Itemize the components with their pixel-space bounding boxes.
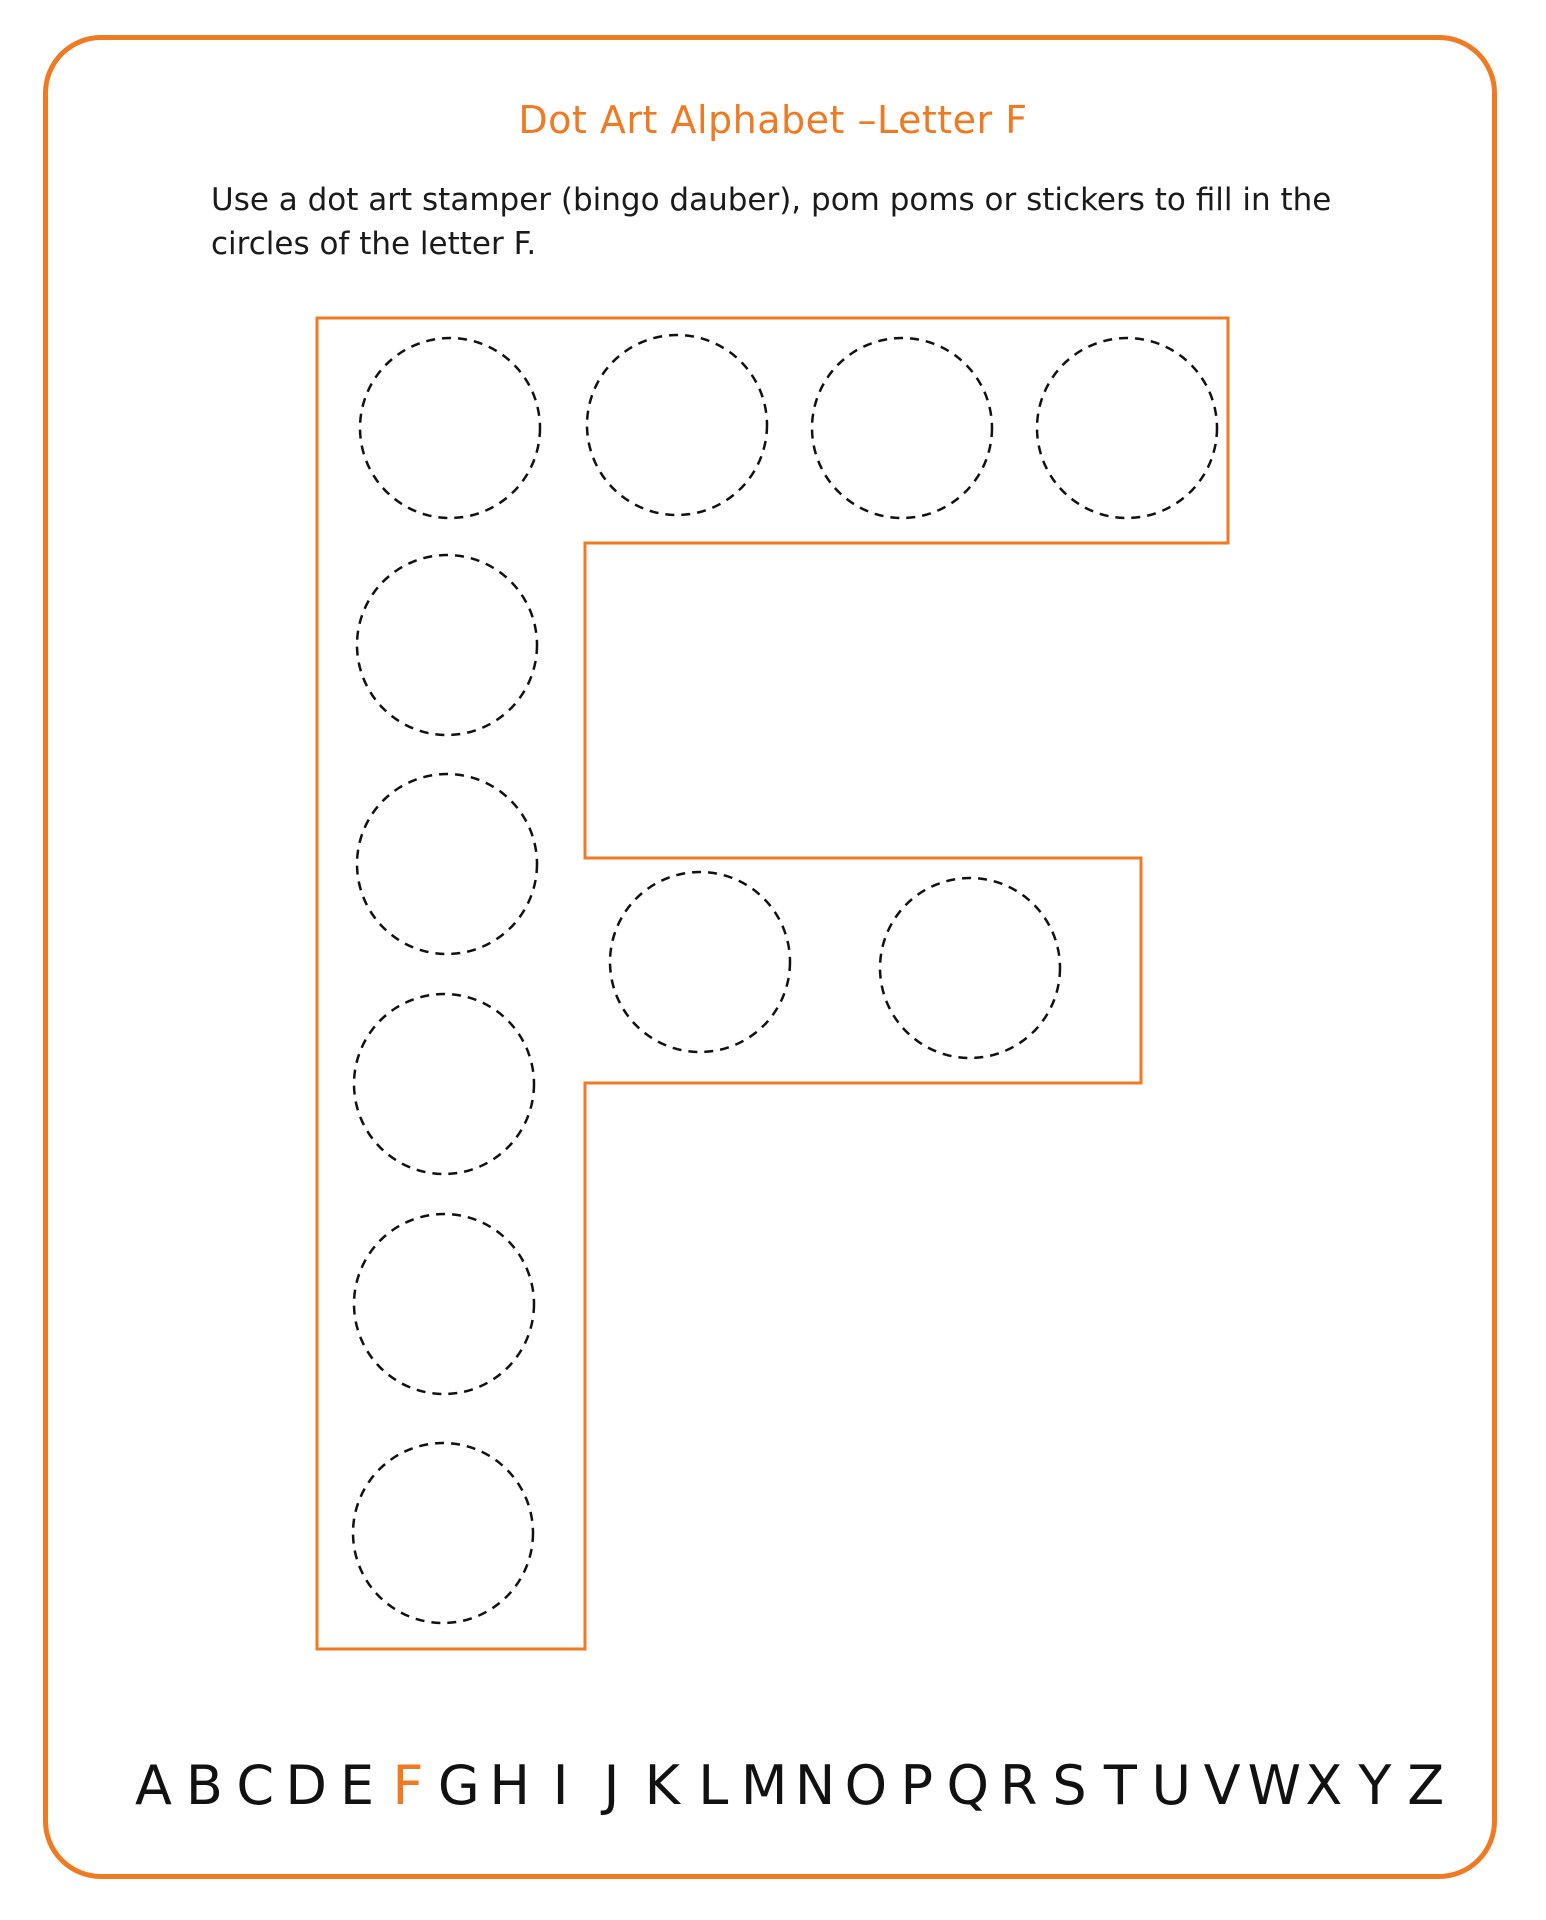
alphabet-letter-b: B (185, 1753, 223, 1817)
dot-circle-7 (610, 872, 790, 1052)
alphabet-letter-g: G (437, 1753, 480, 1817)
alphabet-letter-f: F (392, 1753, 424, 1817)
dot-circle-11 (353, 1443, 533, 1623)
alphabet-letter-o: O (844, 1753, 888, 1817)
alphabet-letter-v: V (1203, 1753, 1241, 1817)
instructions-text: Use a dot art stamper (bingo dauber), pom poms or stickers to fill in the circles of the letter F. (211, 182, 1332, 262)
alphabet-letter-r: R (999, 1753, 1038, 1817)
dot-circle-6 (357, 774, 537, 954)
dot-circle-4 (1037, 338, 1217, 518)
page-title: Dot Art Alphabet –Letter F (518, 98, 1028, 142)
alphabet-letter-z: Z (1407, 1753, 1445, 1817)
dot-circle-8 (880, 878, 1060, 1058)
alphabet-strip (128, 1750, 1451, 1820)
alphabet-letter-n: N (794, 1753, 836, 1817)
alphabet-letter-t: T (1103, 1753, 1137, 1817)
dot-circle-3 (812, 338, 992, 518)
alphabet-letter-j: J (603, 1753, 620, 1817)
alphabet-letter-p: P (900, 1753, 934, 1817)
alphabet-letter-k: K (644, 1753, 681, 1817)
dot-circle-5 (357, 555, 537, 735)
alphabet-letter-c: C (236, 1753, 275, 1817)
alphabet-letter-i: I (552, 1753, 569, 1817)
alphabet-letter-l: L (698, 1753, 729, 1817)
alphabet-letter-x: X (1305, 1753, 1343, 1817)
alphabet-letter-e: E (339, 1753, 375, 1817)
alphabet-letter-h: H (489, 1753, 530, 1817)
alphabet-letter-q: Q (946, 1753, 989, 1817)
alphabet-letter-d: D (285, 1753, 327, 1817)
alphabet-letter-y: Y (1358, 1753, 1392, 1817)
alphabet-letter-m: M (740, 1753, 788, 1817)
dot-circle-10 (354, 1214, 534, 1394)
dot-circles (353, 335, 1217, 1623)
alphabet-letter-u: U (1151, 1753, 1192, 1817)
dot-circle-9 (354, 994, 534, 1174)
alphabet-letter-a: A (134, 1753, 172, 1817)
letter-f-outline (317, 318, 1228, 1649)
alphabet-letter-w: W (1247, 1753, 1301, 1817)
dot-circle-2 (587, 335, 767, 515)
dot-circle-1 (360, 338, 540, 518)
alphabet-letter-s: S (1052, 1753, 1087, 1817)
